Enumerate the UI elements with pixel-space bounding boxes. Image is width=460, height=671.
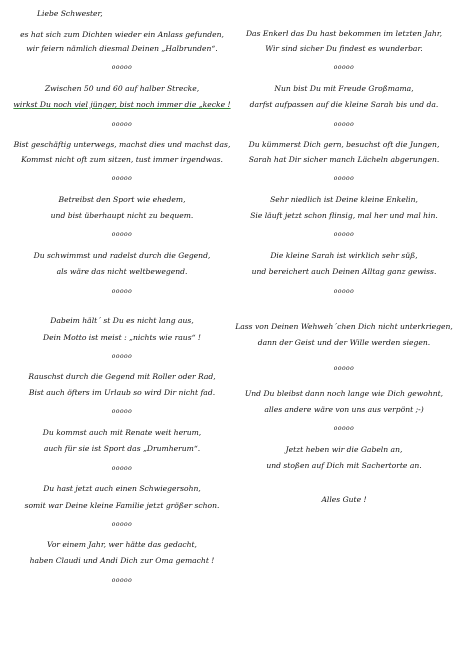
poem-line: Du kümmerst Dich gern, besuchst oft die Jungen, [248,140,440,149]
stanza-separator: ooooo [333,288,355,295]
stanza-separator: ooooo [111,231,133,238]
poem-line: Du kommst auch mit Renate weit herum, [42,428,202,437]
poem-line: Sarah hat Dir sicher manch Lächeln abgerungen. [248,155,440,164]
stanza-separator: ooooo [111,288,133,295]
stanza-separator: ooooo [111,521,133,528]
poem-line: Bist auch öfters im Urlaub so wird Dir nicht fad. [28,388,216,397]
poem-line: darfst aufpassen auf die kleine Sarah bis und da. [249,100,439,109]
poem-line: haben Claudi und Andi Dich zur Oma gemacht ! [29,556,215,565]
stanza-separator: ooooo [333,425,355,432]
poem-line: Und Du bleibst dann noch lange wie Dich gewohnt, [244,389,444,398]
poem-line: Betreibst den Sport wie ehedem, [58,195,186,204]
poem-line: es hat sich zum Dichten wieder ein Anlass gefunden, [20,30,224,39]
stanza-separator: ooooo [111,353,133,360]
poem-line: und stoßen auf Dich mit Sachertorte an. [266,461,422,470]
poem-line: Die kleine Sarah ist wirklich sehr süß, [270,251,418,260]
poem-line: auch für sie ist Sport das „Drumherum“. [43,444,201,453]
poem-line: als wäre das nicht weltbewegend. [56,267,188,276]
stanza-separator: ooooo [333,121,355,128]
stanza-separator: ooooo [111,408,133,415]
poem-line: Du hast jetzt auch einen Schwiegersohn, [43,484,201,493]
stanza-separator: ooooo [333,365,355,372]
stanza-separator: ooooo [111,64,133,71]
poem-line: Bist geschäftig unterwegs, machst dies und machst das, [13,140,231,149]
poem-line: wirkst Du noch viel jünger, bist noch immer die „kecke ! [13,100,231,109]
stanza-separator: ooooo [333,231,355,238]
closing-line: Alles Gute ! [321,495,367,504]
poem-line: und bereichert auch Deinen Alltag ganz gewiss. [251,267,437,276]
stanza-separator: ooooo [111,175,133,182]
poem-line: alles andere wäre von uns aus verpönt ;-) [264,405,424,414]
poem-line: dann der Geist und der Wille werden siegen. [257,338,431,347]
poem-line: Lass von Deinen Wehweh´chen Dich nicht unterkriegen, [235,322,453,331]
poem-line: Sehr niedlich ist Deine kleine Enkelin, [270,195,418,204]
poem-line: Dein Motto ist meist : „nichts wie raus“ ! [43,333,201,342]
poem-line: Nun bist Du mit Freude Großmama, [274,84,414,93]
poem-line: Rauschst durch die Gegend mit Roller oder Rad, [28,372,216,381]
poem-line: Sie läuft jetzt schon flinsig, mal her und mal hin. [250,211,438,220]
poem-line: somit war Deine kleine Familie jetzt größer schon. [24,501,220,510]
poem-line: Dabeim hält´ st Du es nicht lang aus, [50,316,194,325]
stanza-separator: ooooo [111,465,133,472]
poem-line: Kommst nicht oft zum sitzen, tust immer irgendwas. [21,155,223,164]
poem-line: Vor einem Jahr, wer hätte das gedacht, [47,540,197,549]
poem-line: und bist überhaupt nicht zu bequem. [50,211,194,220]
poem-line: Zwischen 50 und 60 auf halber Strecke, [44,84,200,93]
stanza-separator: ooooo [333,175,355,182]
poem-line: wir feiern nämlich diesmal Deinen „Halbrunden“. [26,44,218,53]
poem-line: Wir sind sicher Du findest es wunderbar. [265,44,423,53]
stanza-separator: ooooo [111,577,133,584]
greeting-line: Liebe Schwester, [37,9,103,18]
poem-line: Jetzt heben wir die Gabeln an, [285,445,403,454]
poem-line: Du schwimmst und radelst durch die Gegend, [33,251,211,260]
poem-line: Das Enkerl das Du hast bekommen im letzten Jahr, [245,29,443,38]
stanza-separator: ooooo [111,121,133,128]
stanza-separator: ooooo [333,64,355,71]
